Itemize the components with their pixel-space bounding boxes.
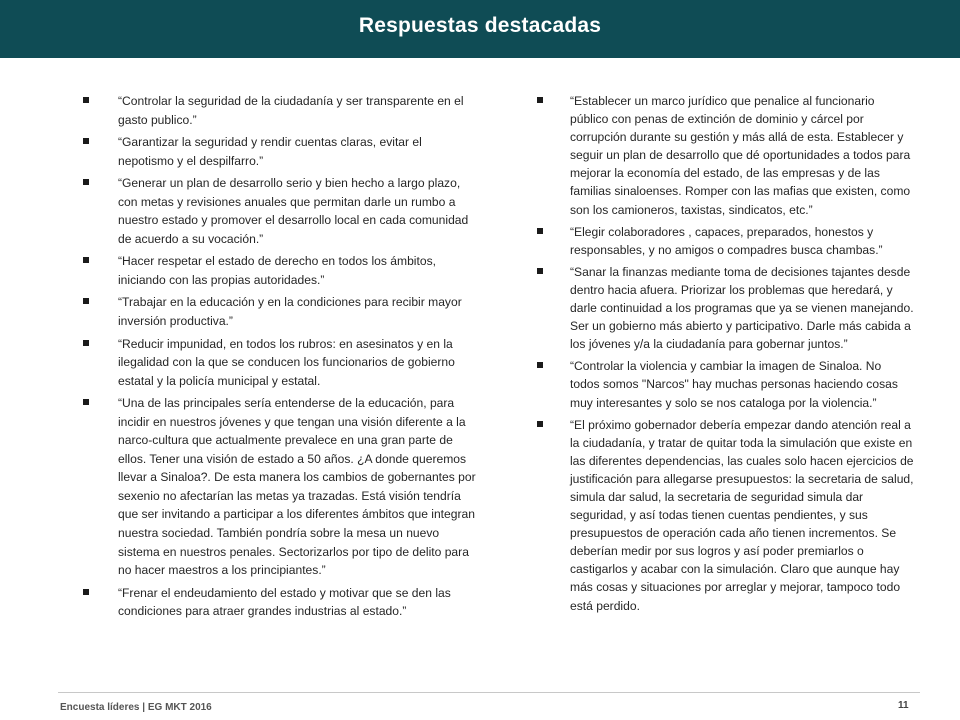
response-text: “Generar un plan de desarrollo serio y bien hecho a largo plazo, con metas y revisiones anuales que permitan darle un rumbo a nuestro estado y promover el desarrollo local en cada comunidad de acuerdo a su vocación.” <box>118 176 469 246</box>
response-text: “Establecer un marco jurídico que penalice al funcionario público con penas de extinción de dominio y cárcel por corrupción durante su gestión y más allá de esta. Establecer y seguir un plan de desarrollo que dé oportunidades a todos para mejorar la economía del estado, de las empresas y de las familias sinaloenses. Romper con las mafias que existen, como son los camioneros, taxistas, sindicatos, etc.” <box>570 94 911 217</box>
title-bar <box>0 0 960 58</box>
page-title: Respuestas destacadas <box>358 14 602 37</box>
square-bullet-icon <box>537 228 543 234</box>
square-bullet-icon <box>83 399 89 405</box>
left-response-list <box>80 92 480 625</box>
list-item <box>532 416 914 615</box>
list-item <box>532 263 914 353</box>
response-text: “Una de las principales sería entenderse de la educación, para incidir en nuestros jóvenes y que tengan una visión diferente a la narco-cultura que actualmente prevalece en una gran parte de ellos. Tener una visión de estado a 50 años. ¿A donde queremos llevar a Sinaloa?. De esta manera los cambios de gobernantes por sexenio no afectarían las metas ya trazadas. Está visión tendría que ser invitando a participar a los diferentes ámbitos que integran nuestra sociedad. También pondría sobre la mesa un nuevo sistema en nuestros penales. Sectorizarlos por tipo de delito para no hacer maestros a los principiantes.” <box>118 396 476 578</box>
square-bullet-icon <box>83 340 89 346</box>
square-bullet-icon <box>537 421 543 427</box>
square-bullet-icon <box>537 362 543 368</box>
square-bullet-icon <box>83 97 89 103</box>
list-item <box>532 92 914 219</box>
square-bullet-icon <box>83 257 89 263</box>
square-bullet-icon <box>83 589 89 595</box>
list-item <box>80 133 480 170</box>
response-text: “Elegir colaboradores , capaces, preparados, honestos y responsables, y no amigos o compadres busca chambas.” <box>570 224 883 257</box>
list-item <box>80 252 480 289</box>
square-bullet-icon <box>83 298 89 304</box>
list-item <box>80 92 480 129</box>
response-text: “Sanar la finanzas mediante toma de decisiones tajantes desde dentro hacia afuera. Priorizar los problemas que heredará, y darle continuidad a los programas que ya se vienen manejando. Ser un gobierno más abierto y participativo. Darle más cabida a los jóvenes y/a la ciudadanía para gobernar juntos.” <box>570 264 914 352</box>
list-item <box>532 223 914 259</box>
response-text: “Controlar la violencia y cambiar la imagen de Sinaloa. No todos somos "Narcos" hay muchas personas haciendo cosas muy interesantes y solo se nos cataloga por la violencia.” <box>570 359 898 410</box>
list-item <box>80 174 480 248</box>
footer-divider <box>58 692 920 693</box>
right-response-list <box>532 92 914 619</box>
list-item <box>80 335 480 391</box>
response-text: “Frenar el endeudamiento del estado y motivar que se den las condiciones para atraer grandes industrias al estado.” <box>118 585 451 619</box>
response-text: “Garantizar la seguridad y rendir cuentas claras, evitar el nepotismo y el despilfarro.” <box>118 135 422 168</box>
response-text: “Hacer respetar el estado de derecho en todos los ámbitos, iniciando con las propias autoridades.” <box>118 254 436 287</box>
list-item <box>80 293 480 330</box>
response-text: “Trabajar en la educación y en la condiciones para recibir mayor inversión productiva.” <box>118 295 462 329</box>
square-bullet-icon <box>537 97 543 103</box>
list-item <box>532 357 914 411</box>
response-text: “Controlar la seguridad de la ciudadanía y ser transparente en el gasto publico.” <box>118 94 464 127</box>
footer-source: Encuesta líderes | EG MKT 2016 <box>60 702 212 713</box>
response-text: “El próximo gobernador debería empezar dando atención real a la ciudadanía, y tratar de quitar toda la simulación que existe en las diferentes dependencias, las cuales solo hacen ejercicios de justificación para allegarse presupuestos: la secretaria de salud, simula dar salud, la secretaria de seguridad simula dar seguridad, y así todas tienen cuentas pendientes, y sus presupuestos de operación cada año tienen incrementos. Se deberían medir por sus logros y así poder premiarlos o castigarlos y acabar con la simulación. Claro que aunque hay más cosas y situaciones por arreglar y mejorar, tampoco todo está perdido. <box>570 417 914 613</box>
response-text: “Reducir impunidad, en todos los rubros: en asesinatos y en la ilegalidad con la que se conducen los funcionarios de gobierno estatal y la policía municipal y estatal. <box>118 336 455 388</box>
square-bullet-icon <box>83 179 89 185</box>
square-bullet-icon <box>537 268 543 274</box>
square-bullet-icon <box>83 138 89 144</box>
list-item <box>80 394 480 579</box>
page-number: 11 <box>898 700 909 711</box>
list-item <box>80 584 480 621</box>
